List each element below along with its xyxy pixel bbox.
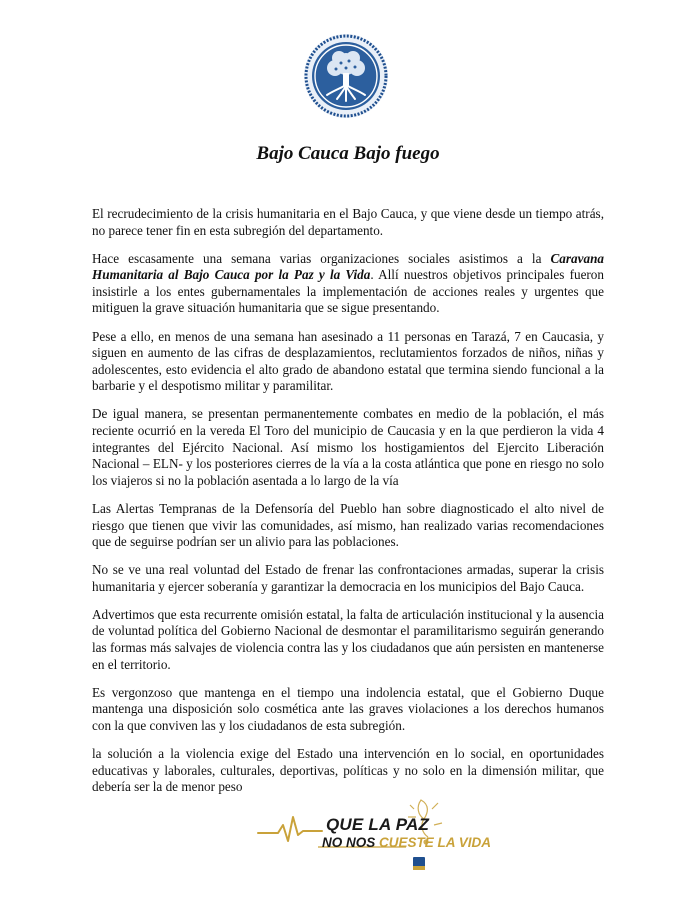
campaign-slogan-line1: QUE LA PAZ — [326, 815, 430, 834]
paragraph-text: . Allí nuestros objetivos principales fueron insistirle a los entes gubernamentales la implementación de acciones reales y urgentes que mitiguen la grave situación humanitaria que se sigue presentando. — [92, 267, 604, 316]
paragraph: No se ve una real voluntad del Estado de frenar las confrontaciones armadas, superar la crisis humanitaria y ejercer soberanía y garantizar la democracia en los municipios del Bajo Cauca. — [92, 562, 604, 594]
paragraph: Advertimos que esta recurrente omisión estatal, la falta de articulación institucional y la ausencia de voluntad política del Gobierno Nacional de desmontar el paramilitarismo seguirán generando las formas más salvajes de violencia contra las y los ciudadanos que aún persisten en mantenerse en el territorio. — [92, 606, 604, 672]
paragraph: El recrudecimiento de la crisis humanitaria en el Bajo Cauca, y que viene desde un tiempo atrás, no parece tener fin en esta subregión del departamento. — [92, 206, 604, 238]
paragraph — [92, 251, 604, 317]
paragraph: Es vergonzoso que mantenga en el tiempo una indolencia estatal, que el Gobierno Duque mantenga una disposición solo cosmética ante las graves violaciones a los derechos humanos con la que conviven las y los ciudadanos de esta subregión. — [92, 684, 604, 733]
paragraph: la solución a la violencia exige del Estado una intervención en lo social, en oportunidades educativas y laborales, culturales, deportivas, políticas y no solo en la dimensión militar, que debería ser la de menor peso — [92, 746, 604, 795]
campaign-logo — [256, 795, 492, 885]
organization-badge-icon — [413, 857, 425, 870]
document-body — [92, 206, 604, 807]
paragraph-text: Hace escasamente una semana varias organizaciones sociales asistimos a la — [92, 250, 551, 266]
paragraph: De igual manera, se presentan permanentemente combates en medio de la población, el más reciente ocurrió en la vereda El Toro del municipio de Caucasia y en la que perdieron la vida 4 integrantes del Ejército Nacional. Así mismo los hostigamientos del Ejercito Liberación Nacional – ELN- y los posteriores cierres de la vía a la costa atlántica que pone en riesgo no solo los viajeros si no la población asentada a lo largo de la vía — [92, 406, 604, 488]
paragraph: Pese a ello, en menos de una semana han asesinado a 11 personas en Tarazá, 7 en Caucasia, y siguen en aumento de las cifras de desplazamientos, reclutamientos forzados de niños, niñas y adolescentes, esto evidencia el alto grado de abandono estatal que termina siendo funcional a la barbarie y el despotismo militar y paramilitar. — [92, 328, 604, 394]
campaign-slogan-line2: NO NOS CUESTE LA VIDA — [322, 835, 492, 850]
page-title: Bajo Cauca Bajo fuego — [256, 143, 440, 164]
paragraph: Las Alertas Tempranas de la Defensoría del Pueblo han sobre diagnosticado el alto nivel de riesgo que tienen que vivir las comunidades, así mismo, han realizado varias recomendaciones que de seguirse podrían ser un alivio para las poblaciones. — [92, 500, 604, 550]
tree-of-life-seal-icon — [303, 33, 389, 119]
caravana-emphasis: Caravana Humanitaria al Bajo Cauca por la Paz y la Vida — [92, 250, 604, 283]
